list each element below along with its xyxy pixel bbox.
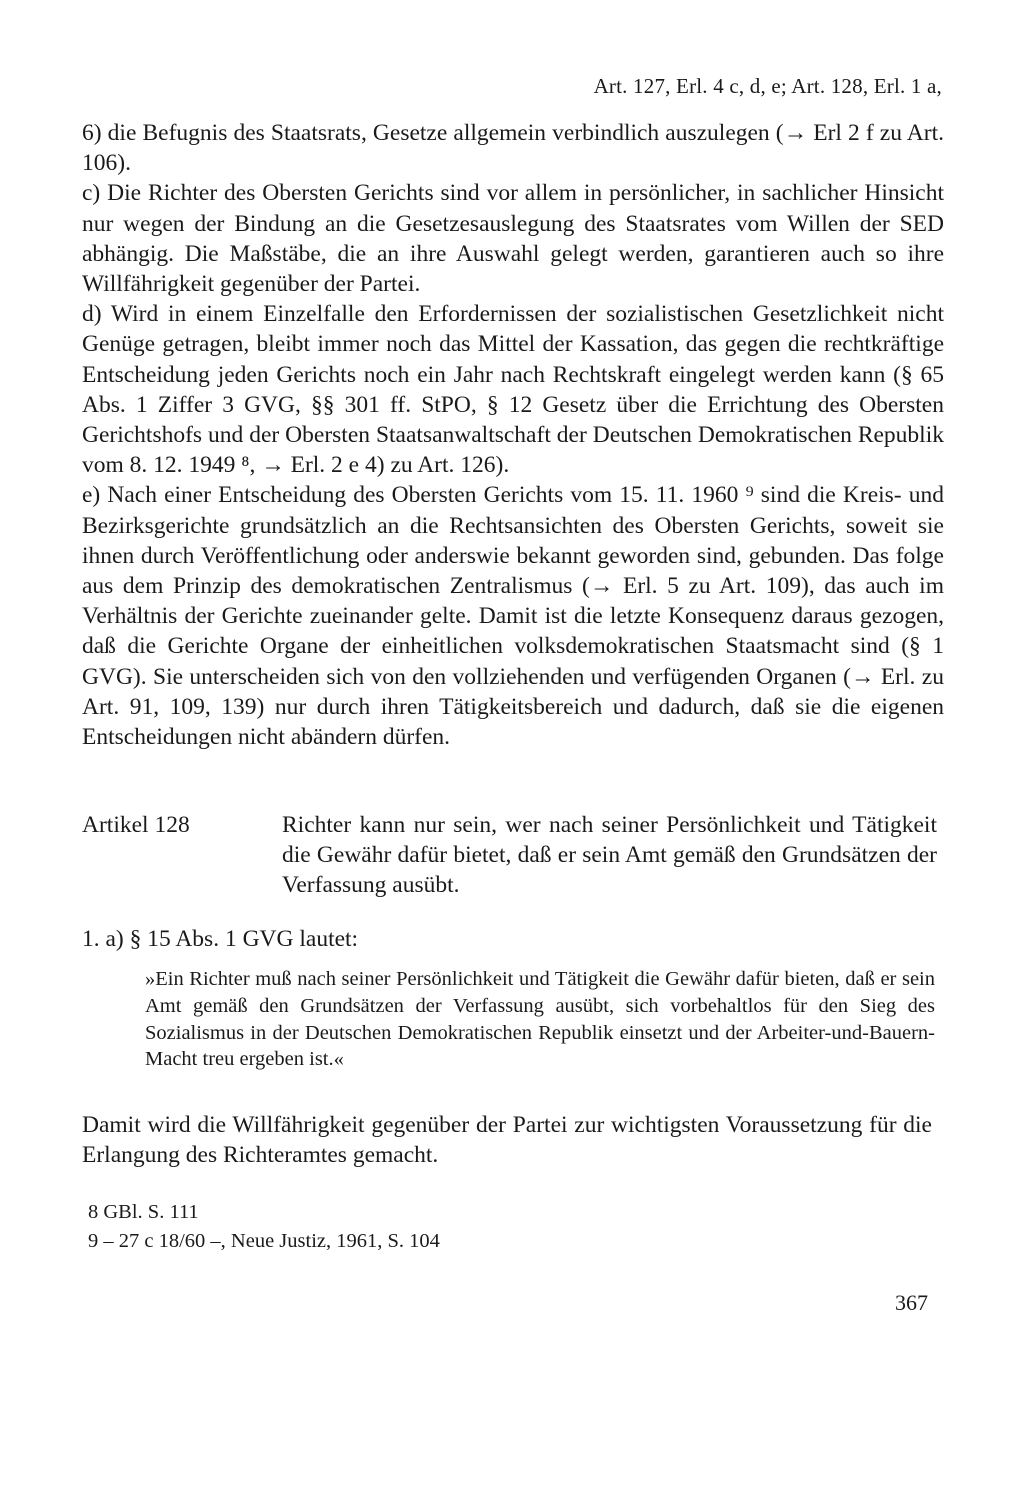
article-text: Richter kann nur sein, wer nach seiner Persönlichkeit und Tätigkeit die Gewähr dafür bietet, daß er sein Amt gemäß den Grundsätzen der Verfassung ausübt. xyxy=(282,812,937,899)
paragraph-e: e) Nach einer Entscheidung des Obersten Gerichts vom 15. 11. 1960 ⁹ sind die Kreis- und Bezirksgerichte grundsätzlich an die Rechtsansichten des Obersten Gerichts, soweit sie ihnen durch Veröffentlichung oder anderswie bekannt geworden sind, gebunden. Das folge aus dem Prinzip des demokratischen Zentralismus (→ Erl. 5 zu Art. 109), das auch im Verhältnis der Gerichte zueinander gelte. Damit ist die letzte Konsequenz daraus gezogen, daß die Gerichte Organe der einheitlichen volksdemokratischen Staatsmacht sind (§ 1 GVG). Sie unterscheiden sich von den vollziehenden und verfügenden Organen (→ Erl. zu Art. 91, 109, 139) nur durch ihren Tätigkeitsbereich und dadurch, daß sie die eigenen Entscheidungen nicht abändern dürfen. xyxy=(82,482,944,751)
footnotes xyxy=(88,1198,440,1255)
page-number: 367 xyxy=(895,1290,928,1315)
commentary-text xyxy=(82,118,944,752)
paragraph-d: d) Wird in einem Einzelfalle den Erfordernissen der sozialistischen Gesetzlichkeit nicht Genüge getragen, bleibt immer noch das Mittel der Kassation, das gegen die rechtkräftige Entscheidung jeden Gerichts noch ein Jahr nach Rechtskraft eingelegt werden kann (§ 65 Abs. 1 Ziffer 3 GVG, §§ 301 ff. StPO, § 12 Gesetz über die Errichtung des Obersten Gerichtshofs und der Obersten Staatsanwaltschaft der Deutschen Demokratischen Republik vom 8. 12. 1949 ⁸, → Erl. 2 e 4) zu Art. 126). xyxy=(82,301,944,479)
footnote-8: 8 GBl. S. 111 xyxy=(88,1201,199,1223)
quote-intro: 1. a) § 15 Abs. 1 GVG lautet: xyxy=(82,926,359,952)
block-quote: »Ein Richter muß nach seiner Persönlichkeit und Tätigkeit die Gewähr dafür bieten, daß er sein Amt gemäß den Grundsätzen der Verfassung ausübt, sich vorbehaltlos für den Sieg des Sozialismus in der Deutschen Demokratischen Republik einsetzt und der Arbeiter-und-Bauern-Macht treu ergeben ist.« xyxy=(145,968,935,1071)
conclusion-paragraph: Damit wird die Willfährigkeit gegenüber der Partei zur wichtigsten Voraussetzung für die Erlangung des Richteramtes gemacht. xyxy=(82,1112,932,1169)
running-head: Art. 127, Erl. 4 c, d, e; Art. 128, Erl. 1 a, xyxy=(593,74,942,98)
paragraph-c: c) Die Richter des Obersten Gerichts sind vor allem in persönlicher, in sachlicher Hinsicht nur wegen der Bindung an die Gesetzesauslegung des Staatsrates vom Willen der SED abhängig. Die Maßstäbe, die an ihre Auswahl gelegt werden, garantieren auch so ihre Willfährigkeit gegenüber der Partei. xyxy=(82,180,944,298)
paragraph-6: 6) die Befugnis des Staatsrats, Gesetze allgemein verbindlich auszulegen (→ Erl 2 f zu Art. 106). xyxy=(82,120,944,177)
article-label: Artikel 128 xyxy=(82,812,190,838)
footnote-9: 9 – 27 c 18/60 –, Neue Justiz, 1961, S. 104 xyxy=(88,1229,440,1252)
